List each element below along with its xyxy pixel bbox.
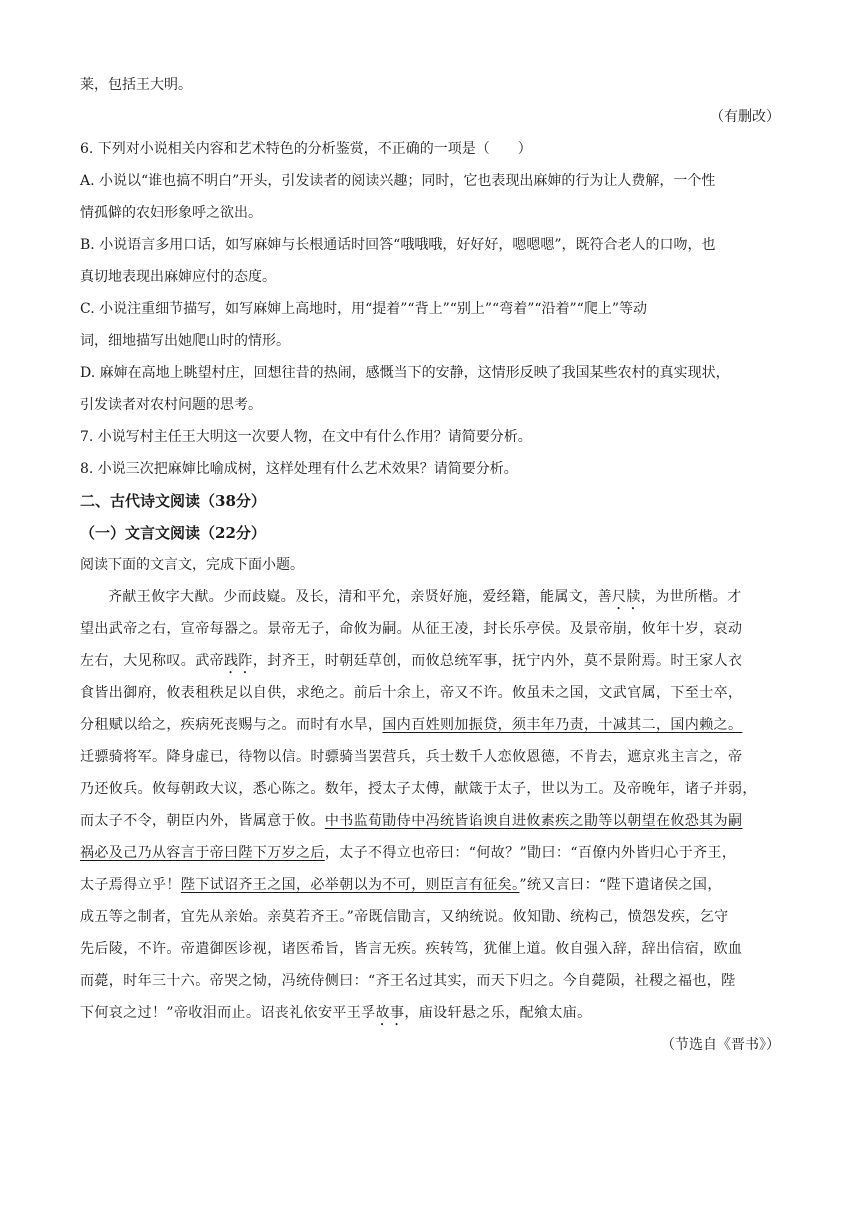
passage-text: ，太子不得立也帝曰：“何故？”勖曰：“百僚内外皆归心于齐王， bbox=[324, 845, 737, 861]
passage-text: 下何哀之过！”帝收泪而止。诏丧礼依安平王孚 bbox=[80, 1005, 376, 1021]
passage-text: 而太子不令，朝臣内外，皆属意于攸。 bbox=[80, 813, 325, 829]
option-a-line-1: A. 小说以“谁也搞不明白”开头，引发读者的阅读兴趣；同时，它也表现出麻婶的行为让人费解，一个性 bbox=[80, 173, 716, 189]
marked-word-chidu: 尺牍 bbox=[612, 589, 641, 605]
punctuation-exercise-part-1: 中书监荀勖侍中冯统皆谄谀自进攸素疾之勖等以朝望在攸恐其为嗣 bbox=[324, 813, 743, 829]
passage-text: ，为世所楷。才 bbox=[640, 589, 742, 605]
marked-word-jianzuo: 践阼 bbox=[224, 653, 253, 669]
reading-instruction: 阅读下面的文言文，完成下面小题。 bbox=[80, 557, 304, 573]
underlined-sentence-2: 陛下试诏齐王之国，必举朝以为不可，则臣言有征矣。 bbox=[180, 877, 520, 893]
passage-citation: （节选自《晋书》） bbox=[661, 1037, 780, 1053]
passage-line bbox=[80, 837, 780, 869]
option-c-line-1: C. 小说注重细节描写，如写麻婶上高地时，用“提着”“背上”“别上”“弯着”“沿着”“爬上”等动 bbox=[80, 301, 647, 317]
passage-line: 先后陵，不许。帝遣御医诊视，诸医希旨，皆言无疾。疾转笃，犹催上道。攸自强入辞，辞出信宿，欧血 bbox=[80, 941, 743, 957]
passage-line: 迁骠骑将军。降身虚已，待物以信。时骠骑当罢营兵，兵士数千人恋攸恩德，不肯去，遮京兆主言之，帝 bbox=[80, 749, 743, 765]
passage-line bbox=[80, 869, 780, 901]
passage-line: 望出武帝之右，宣帝每器之。景帝无子，命攸为嗣。从征王凌，封长乐亭侯。及景帝崩，攸年十岁，哀动 bbox=[80, 621, 743, 637]
marked-word-gushi: 故事 bbox=[375, 1005, 405, 1021]
option-c-line-2: 词，细地描写出她爬山时的情形。 bbox=[80, 333, 290, 349]
option-a-line-2: 情孤僻的农妇形象呼之欲出。 bbox=[80, 205, 262, 221]
question-8: 8. 小说三次把麻婶比喻成树，这样处理有什么艺术效果？请简要分析。 bbox=[80, 461, 518, 477]
passage-line bbox=[80, 709, 780, 741]
passage-text: 左右，大见称叹。武帝 bbox=[80, 653, 224, 669]
passage-line: 食皆出御府，攸表租秩足以自供，求绝之。前后十余上，帝又不许。攸虽未之国，文武官属，下至士卒， bbox=[80, 685, 743, 701]
option-b-line-1: B. 小说语言多用口话，如写麻婶与长根通话时回答“哦哦哦，好好好，嗯嗯嗯”，既符合老人的口吻，也 bbox=[80, 237, 716, 253]
passage-text: ”统又言曰：“陛下遣诸侯之国， bbox=[519, 877, 722, 893]
option-d-line-1: D. 麻婶在高地上眺望村庄，回想往昔的热闹，感慨当下的安静，这情形反映了我国某些农村的真实现状， bbox=[80, 365, 730, 381]
classical-passage bbox=[80, 581, 780, 1029]
question-7: 7. 小说写村主任王大明这一次要人物，在文中有什么作用？请简要分析。 bbox=[80, 429, 532, 445]
passage-text: 分租赋以给之，疾病死丧赐与之。而时有水旱， bbox=[80, 717, 383, 733]
section-2-title: 二、古代诗文阅读（38分） bbox=[80, 492, 266, 510]
passage-text: 齐献王攸字大猷。少而歧嶷。及长，清和平允，亲贤好施，爱经籍，能属文，善 bbox=[108, 589, 612, 605]
passage-line bbox=[80, 645, 780, 677]
passage-line bbox=[80, 581, 780, 613]
punctuation-exercise-part-2: 祸必及己乃从容言于帝曰陛下万岁之后 bbox=[80, 845, 325, 861]
passage-source-note: （有删改） bbox=[710, 109, 780, 125]
passage-text: ，封齐王，时朝廷草创，而攸总统军事，抚宁内外，莫不景附焉。时王家人衣 bbox=[252, 653, 743, 669]
passage-line: 而薨，时年三十六。帝哭之恸，冯统侍侧曰：“齐王名过其实，而天下归之。今自薨陨，社稷之福也，陛 bbox=[80, 973, 736, 989]
subsection-1-title: （一）文言文阅读（22分） bbox=[80, 524, 266, 542]
passage-line bbox=[80, 997, 780, 1029]
option-b-line-2: 真切地表现出麻婶应付的态度。 bbox=[80, 269, 276, 285]
underlined-sentence-1: 国内百姓则加振贷，须丰年乃责，十减其二，国内赖之。 bbox=[382, 717, 743, 733]
passage-line: 乃还攸兵。攸每朝政大议，悉心陈之。数年，授太子太傅，献箴于太子，世以为工。及帝晚年，诸子并弱， bbox=[80, 781, 757, 797]
passage-line: 成五等之制者，宜先从亲始。亲莫若齐王。”帝既信勖言，又纳统说。攸知勖、统构己，愤怨发疾，乞守 bbox=[80, 909, 729, 925]
previous-passage-tail: 莱，包括王大明。 bbox=[80, 77, 192, 93]
passage-text: 太子焉得立乎！ bbox=[80, 877, 181, 893]
passage-line bbox=[80, 805, 780, 837]
option-d-line-2: 引发读者对农村问题的思考。 bbox=[80, 397, 262, 413]
passage-text: ，庙设轩悬之乐，配飨太庙。 bbox=[404, 1005, 592, 1021]
question-6-stem: 6. 下列对小说相关内容和艺术特色的分析鉴赏，不正确的一项是（ ） bbox=[80, 141, 532, 157]
